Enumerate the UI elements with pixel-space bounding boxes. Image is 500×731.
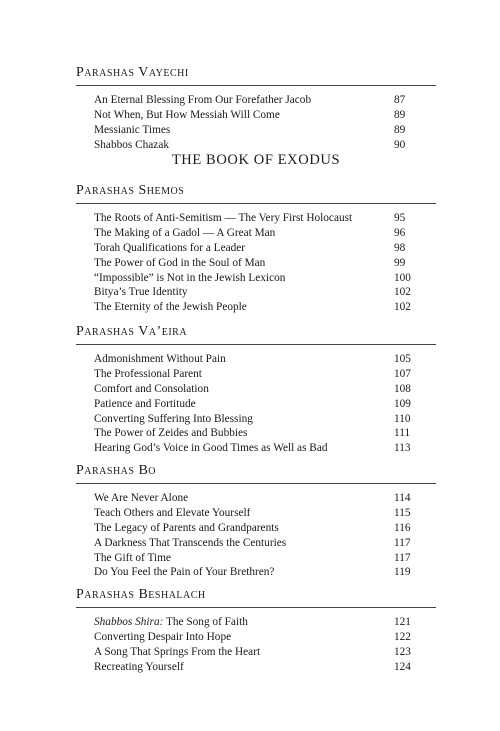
section-title: Parashas Vayechi bbox=[76, 64, 436, 86]
page-number: 89 bbox=[394, 108, 406, 121]
italic-title: Shabbos Shira: bbox=[94, 616, 164, 628]
page-number: 119 bbox=[394, 566, 411, 579]
section-vayechi bbox=[76, 64, 436, 153]
page-number: 96 bbox=[394, 226, 406, 239]
page-number: 117 bbox=[394, 536, 411, 549]
toc-entry: Messianic Times 89 bbox=[76, 123, 436, 138]
toc-entry: Do You Feel the Pain of Your Brethren? 119 bbox=[76, 565, 436, 580]
book-title: THE BOOK OF EXODUS bbox=[171, 152, 341, 168]
page-number: 121 bbox=[394, 616, 411, 628]
page-number: 115 bbox=[394, 506, 411, 519]
toc-entry: The Legacy of Parents and Grandparents 116 bbox=[76, 521, 436, 536]
toc-entry: Bitya’s True Identity 102 bbox=[76, 285, 436, 300]
toc-entry: Hearing God’s Voice in Good Times as Well as Bad 113 bbox=[76, 441, 436, 456]
section-shemos bbox=[76, 168, 436, 315]
toc-entry: Patience and Fortitude 109 bbox=[76, 397, 436, 412]
toc-entry: The Making of a Gadol — A Great Man 96 bbox=[76, 226, 436, 241]
page-number: 107 bbox=[394, 367, 411, 380]
page-number: 124 bbox=[394, 660, 411, 673]
section-bo bbox=[76, 462, 436, 580]
section-vaeira bbox=[76, 323, 436, 456]
toc-entry: A Darkness That Transcends the Centuries 117 bbox=[76, 536, 436, 551]
toc-entry: Admonishment Without Pain 105 bbox=[76, 352, 436, 367]
toc-entry: Comfort and Consolation 108 bbox=[76, 382, 436, 397]
page-number: 117 bbox=[394, 551, 411, 564]
toc-entry: Recreating Yourself 124 bbox=[76, 660, 436, 675]
toc-entry: The Power of Zeides and Bubbies 111 bbox=[76, 426, 436, 441]
toc-entry: Torah Qualifications for a Leader 98 bbox=[76, 241, 436, 256]
page-number: 113 bbox=[394, 442, 411, 455]
toc-entry: The Power of God in the Soul of Man 99 bbox=[76, 256, 436, 271]
toc-entry: Converting Despair Into Hope 122 bbox=[76, 630, 436, 645]
toc-entry: An Eternal Blessing From Our Forefather Jacob 87 bbox=[76, 93, 436, 108]
page-number: 100 bbox=[394, 271, 411, 284]
page-number: 105 bbox=[394, 353, 411, 365]
page-number: 109 bbox=[394, 397, 411, 410]
section-title: Parashas Va’eira bbox=[76, 323, 436, 345]
page-number: 95 bbox=[394, 212, 406, 224]
toc-entry: Shabbos Shira: The Song of Faith 121 bbox=[76, 615, 436, 630]
page-number: 108 bbox=[394, 382, 411, 395]
toc-entry: We Are Never Alone 114 bbox=[76, 491, 436, 506]
section-title: Parashas Shemos bbox=[76, 182, 436, 204]
toc-entry: “Impossible” is Not in the Jewish Lexicon 100 bbox=[76, 271, 436, 286]
toc-entry: The Gift of Time 117 bbox=[76, 551, 436, 566]
toc-entry: Not When, But How Messiah Will Come 89 bbox=[76, 108, 436, 123]
toc-entry: The Professional Parent 107 bbox=[76, 367, 436, 382]
page-number: 116 bbox=[394, 521, 411, 534]
page-number: 102 bbox=[394, 301, 411, 314]
toc-entry: The Roots of Anti-Semitism — The Very First Holocaust 95 bbox=[76, 211, 436, 226]
page-number: 114 bbox=[394, 492, 411, 504]
toc-entry: A Song That Springs From the Heart 123 bbox=[76, 645, 436, 660]
toc-entry: Converting Suffering Into Blessing 110 bbox=[76, 412, 436, 427]
section-beshalach bbox=[76, 586, 436, 675]
section-title: Parashas Bo bbox=[76, 462, 436, 484]
section-title: Parashas Beshalach bbox=[76, 586, 436, 608]
toc-entry: The Eternity of the Jewish People 102 bbox=[76, 300, 436, 315]
page-number: 110 bbox=[394, 412, 411, 425]
page-number: 89 bbox=[394, 123, 406, 136]
page-number: 122 bbox=[394, 630, 411, 643]
page-number: 98 bbox=[394, 241, 406, 254]
toc-entry: Shabbos Chazak 90 bbox=[76, 138, 436, 153]
page-number: 123 bbox=[394, 645, 411, 658]
page-number: 90 bbox=[394, 138, 406, 151]
page-number: 111 bbox=[394, 427, 411, 440]
page-number: 99 bbox=[394, 256, 406, 269]
toc-entry: Teach Others and Elevate Yourself 115 bbox=[76, 506, 436, 521]
page-number: 102 bbox=[394, 286, 411, 299]
page-number: 87 bbox=[394, 94, 406, 106]
